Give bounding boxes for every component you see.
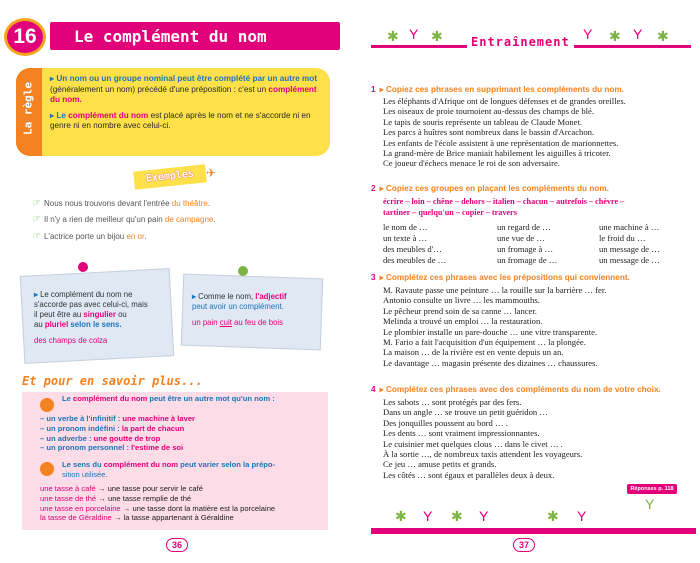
rule-tab	[16, 68, 42, 156]
gymnast-icon: ✱	[395, 508, 407, 524]
gymnast-icon: ✱	[609, 28, 621, 44]
arrow-icon: ▸	[379, 184, 386, 193]
sense-list: une tasse à café → une tasse pour servir le café une tasse de thé → une tasse remplie de thé une tasse en porcelaine → une tasse dont la matière est la porcelaine la tasse de Géraldine → la tasse appartenant à Géraldine	[40, 484, 276, 523]
sense-intro: Le sens du complément du nom peut varier selon la prépo- sition utilisée.	[62, 460, 276, 479]
arrow-icon: ▸	[379, 273, 386, 282]
bullet-icon: ▸	[50, 74, 57, 83]
page-number: 36	[166, 538, 188, 552]
pointing-hand-icon: ☞	[32, 198, 41, 209]
gymnast-icon: Y	[645, 496, 655, 512]
grid-cell: une machine à …	[599, 222, 660, 232]
grid-cell: un message de …	[599, 255, 660, 265]
lesson-title: Le complément du nom	[50, 22, 340, 50]
gymnast-icon: Y	[479, 508, 489, 524]
exercise-2-word-list: écrire – loin – chêne – dehors – italien – chacun – autrefois – chèvre – tartiner – quelqu'un – copier – travers	[383, 197, 625, 217]
gymnast-icon: Y	[577, 508, 587, 524]
pushpin-icon	[238, 266, 248, 276]
example-line: ☞ Nous nous trouvons devant l'entrée du théâtre.	[32, 198, 211, 209]
sun-icon	[40, 462, 54, 476]
exemples-label: Exemples	[133, 164, 206, 189]
grid-cell: un fromage de …	[497, 255, 558, 265]
example-line: ☞ L'actrice porte un bijou en or.	[32, 231, 147, 242]
grid-cell: une vue de …	[497, 233, 545, 243]
gymnast-icon: Y	[633, 26, 643, 42]
left-page	[0, 0, 349, 563]
card-text: ▸ Comme le nom, l'adjectif peut avoir un complément. un pain cuit au feu de bois	[192, 292, 287, 327]
page-number: 37	[513, 538, 535, 552]
pushpin-icon	[78, 262, 88, 272]
bullet-icon: ▸	[192, 292, 199, 301]
grid-cell: un texte à …	[383, 233, 428, 243]
bottom-band	[371, 528, 696, 534]
arrow-icon: ▸	[379, 385, 386, 394]
gymnast-icon: ✱	[657, 28, 669, 44]
bullet-icon: ▸	[50, 110, 57, 120]
exercise-4-sentences: Les sabots … sont protégés par des fers. Dans un angle … se trouve un petit guéridon … Des jonquilles poussent au bord … . Les dents … sont vraiment impressionnantes. Le cuisinier met quelques clous … dans le civet … . À la sortie …, de nombreux taxis attendent les voyageurs. Ce jeu … amuse petits et grands. Les côtés … sont égaux et parallèles deux à deux.	[383, 397, 583, 480]
rocket-icon: ✈	[206, 166, 217, 180]
rule-tab-label: La règle	[21, 82, 35, 135]
sun-icon	[40, 398, 54, 412]
exercise-4-title: 4 ▸ Complétez ces phrases avec des compléments du nom de votre choix.	[371, 385, 661, 394]
gymnast-icon: ✱	[431, 28, 443, 44]
pointing-hand-icon: ☞	[32, 231, 41, 242]
exercise-1-title: 1 ▸ Copiez ces phrases en supprimant les compléments du nom.	[371, 85, 624, 94]
grid-cell: le nom de …	[383, 222, 428, 232]
grid-cell: des meubles de …	[383, 255, 447, 265]
gymnast-icon: ✱	[451, 508, 463, 524]
rule-text: ▸ Un nom ou un groupe nominal peut être complété par un autre mot (généralement un nom) précédé d'une préposition : c'est un complément du nom. ▸ Le complément du nom est placé après le nom et ne s'accorde ni en genre ni en nombre avec celui-ci.	[50, 74, 318, 130]
answers-tag: Réponses p. 118	[627, 484, 677, 494]
gymnast-icon: ✱	[547, 508, 559, 524]
gymnast-icon: ✱	[387, 28, 399, 44]
exercise-2-title: 2 ▸ Copiez ces groupes en plaçant les compléments du nom.	[371, 184, 609, 193]
grid-cell: un message de …	[599, 244, 660, 254]
card-text: ▸ Le complément du nom ne s'accorde pas avec celui-ci, mais il peut être au singulier ou au pluriel selon le sens. des champs de colza	[34, 290, 148, 345]
lesson-number-badge: 16	[4, 18, 46, 56]
training-title: Entraînement	[467, 35, 574, 49]
exercise-3-title: 3 ▸ Complétez ces phrases avec les prépositions qui conviennent.	[371, 273, 630, 282]
gymnast-icon: Y	[423, 508, 433, 524]
right-page	[351, 0, 700, 563]
grid-cell: des meubles d'…	[383, 244, 442, 254]
gymnast-icon: Y	[409, 26, 419, 42]
grid-cell: le froid du …	[599, 233, 646, 243]
grid-cell: un regard de …	[497, 222, 551, 232]
pointing-hand-icon: ☞	[32, 214, 41, 225]
plus-title: Et pour en savoir plus...	[22, 374, 203, 388]
plus-intro: Le complément du nom peut être un autre mot qu'un nom :	[62, 394, 275, 403]
bullet-icon: ▸	[34, 290, 41, 299]
arrow-icon: ▸	[379, 85, 386, 94]
exercise-3-sentences: M. Ravaute passe une peinture … la rouille sur la barrière … fer. Antonio consulte un livre … les mammouths. Le pêcheur prend soin de sa canne … lancer. Melinda a trouvé un emploi … la restauration. Le plombier installe un pare-douche … une vitre transparente. M. Fario a fait l'acquisition d'un équipement … la plongée. La maison … de la rivière est en vente depuis un an. Le davantage … magasin présente des dizaines … chaussures.	[383, 285, 607, 368]
example-line: ☞ Il n'y a rien de meilleur qu'un pain de campagne.	[32, 214, 216, 225]
grid-cell: un fromage à …	[497, 244, 554, 254]
plus-list: – un verbe à l'infinitif : une machine à laver – un pronom indéfini : la part de chacun – un adverbe : une goutte de trop – un pronom personnel : l'estime de soi	[40, 414, 196, 453]
gymnast-icon: Y	[583, 26, 593, 42]
exercise-1-sentences: Les éléphants d'Afrique ont de longues défenses et de grandes oreilles. Les oiseaux de proie tournoient au-dessus des champs de blé. Le tapis de souris représente un tableau de Claude Monet. Les parcs à huîtres sont nombreux dans le bassin d'Arcachon. Les enfants de l'école assistent à une représentation de marionnettes. La grand-mère de Brice maniait habilement les aiguilles à tricoter. Ce joueur d'échecs menace le roi de son adversaire.	[383, 96, 626, 169]
